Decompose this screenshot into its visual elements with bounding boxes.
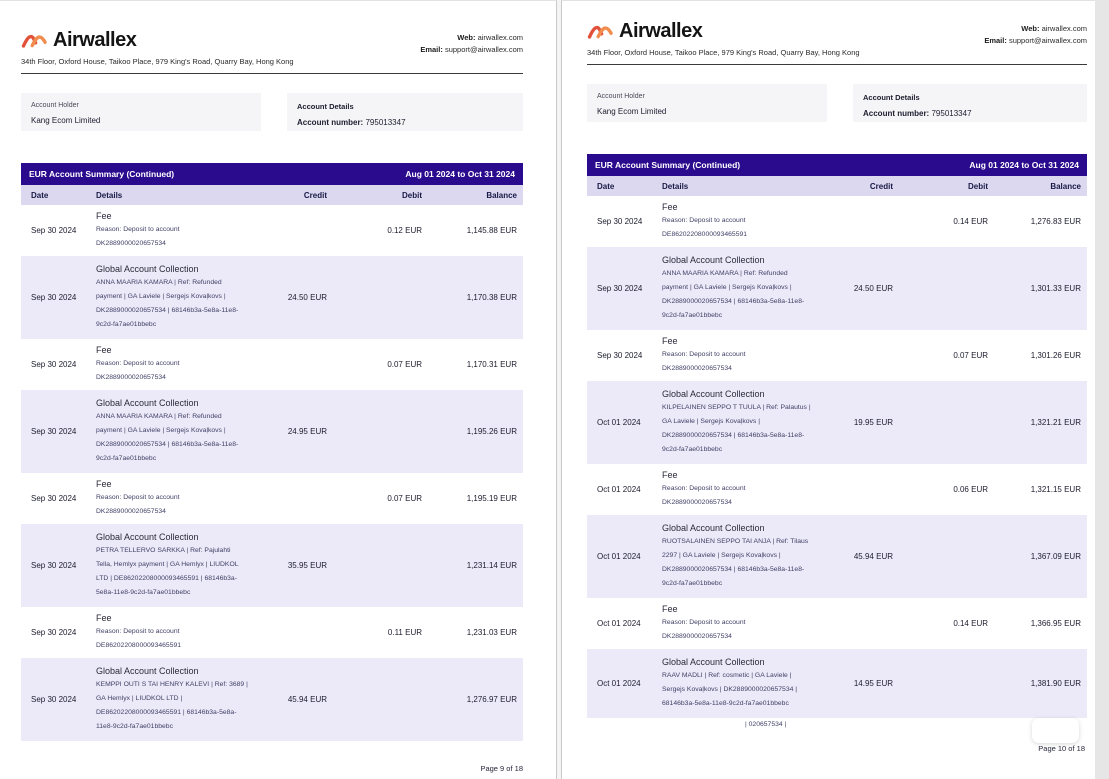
cell-date: Oct 01 2024 bbox=[597, 485, 641, 494]
cell-details bbox=[83, 478, 263, 519]
web-line: Web: airwallex.com bbox=[457, 33, 523, 42]
table-row bbox=[587, 649, 1087, 718]
contact-block bbox=[420, 32, 523, 66]
contact-block bbox=[984, 23, 1087, 57]
page-number: Page 10 of 18 bbox=[1038, 744, 1085, 753]
table-row bbox=[21, 390, 523, 473]
web-link[interactable]: airwallex.com bbox=[477, 33, 523, 42]
cell-balance: 1,367.09 EUR bbox=[1030, 552, 1081, 561]
transaction-type: Fee bbox=[662, 470, 678, 480]
transaction-detail-line: RAAV MADLI | Ref: cosmetic | GA Laviele | bbox=[662, 672, 792, 679]
account-details-box bbox=[287, 93, 523, 131]
airwallex-logo-icon bbox=[587, 23, 613, 40]
transaction-type: Global Account Collection bbox=[662, 657, 765, 667]
cell-date: Oct 01 2024 bbox=[597, 619, 641, 628]
company-address: 34th Floor, Oxford House, Taikoo Place, 979 King's Road, Quarry Bay, Hong Kong bbox=[21, 57, 294, 66]
transaction-detail-line: DK2889000020657534 bbox=[662, 499, 732, 506]
brand-name: Airwallex bbox=[53, 29, 137, 51]
transaction-type: Global Account Collection bbox=[662, 523, 765, 533]
transaction-detail-line: 9c2d-fa7ae01bbebc bbox=[96, 455, 157, 462]
table-rows bbox=[587, 196, 1087, 718]
transaction-detail-line: DE86202208000093465591 bbox=[96, 642, 182, 649]
transaction-detail-line: DE86202208000093465591 | 68146b3a-5e8a- bbox=[96, 709, 237, 716]
cell-details bbox=[83, 210, 263, 251]
column-header-date: Date bbox=[597, 181, 615, 191]
header-divider bbox=[21, 73, 523, 74]
transaction-detail-line: Reason: Deposit to account bbox=[662, 485, 746, 492]
web-line: Web: airwallex.com bbox=[1021, 24, 1087, 33]
cell-date: Sep 30 2024 bbox=[31, 561, 77, 570]
account-details-label: Account Details bbox=[863, 93, 920, 102]
table-date-range: Aug 01 2024 to Oct 31 2024 bbox=[405, 169, 515, 179]
transaction-detail-line: 11e8-9c2d-fa7ae01bbebc bbox=[96, 723, 173, 730]
column-header-balance: Balance bbox=[486, 190, 517, 200]
transaction-detail-line: 68146b3a-5e8a-11e8-9c2d-fa7ae01bbebc bbox=[662, 700, 789, 707]
transaction-detail-line: Reason: Deposit to account bbox=[662, 619, 746, 626]
transaction-type: Fee bbox=[662, 336, 678, 346]
transaction-detail-line: ANNA MAARIA KAMARA | Ref: Refunded bbox=[96, 413, 222, 420]
statement-page-10 bbox=[561, 0, 1095, 779]
page-9-content bbox=[21, 29, 523, 741]
cell-details bbox=[649, 522, 829, 591]
brand-block bbox=[21, 29, 294, 66]
transaction-detail-line: PETRA TELLERVO SARKKA | Ref: Pajulahti bbox=[96, 547, 231, 554]
account-number-value: 795013347 bbox=[931, 109, 972, 118]
transaction-detail-line: payment | GA Laviele | Sergejs Kovaļkovs | bbox=[662, 284, 792, 291]
cell-debit: 0.14 EUR bbox=[953, 217, 988, 226]
cell-details bbox=[649, 335, 829, 376]
transaction-detail-line: DK2889000020657534 bbox=[662, 365, 732, 372]
cell-details bbox=[649, 603, 829, 644]
cell-debit: 0.06 EUR bbox=[953, 485, 988, 494]
cell-debit: 0.14 EUR bbox=[953, 619, 988, 628]
transactions-table bbox=[21, 163, 523, 741]
cell-credit: 24.50 EUR bbox=[853, 284, 893, 293]
table-title-bar bbox=[587, 154, 1087, 176]
cell-balance: 1,301.26 EUR bbox=[1030, 351, 1081, 360]
transaction-detail-line: Reason: Deposit to account bbox=[96, 628, 180, 635]
cell-debit: 0.11 EUR bbox=[387, 628, 422, 637]
transaction-detail-line: KILPELAINEN SEPPO T TUULA | Ref: Palautus | bbox=[662, 404, 811, 411]
transaction-detail-line: ANNA MAARIA KAMARA | Ref: Refunded bbox=[662, 270, 788, 277]
cell-credit: 45.94 EUR bbox=[853, 552, 893, 561]
cell-details bbox=[83, 397, 263, 466]
table-row bbox=[587, 247, 1087, 330]
account-holder-value: Kang Ecom Limited bbox=[31, 116, 101, 125]
cell-credit: 45.94 EUR bbox=[287, 695, 327, 704]
email-line: Email: support@airwallex.com bbox=[984, 36, 1087, 45]
table-row bbox=[587, 330, 1087, 381]
floating-widget[interactable] bbox=[1032, 718, 1079, 743]
cell-balance: 1,231.14 EUR bbox=[466, 561, 517, 570]
header-divider bbox=[587, 64, 1087, 65]
table-row bbox=[587, 515, 1087, 598]
account-number-line: Account number: 795013347 bbox=[297, 118, 406, 127]
email-link[interactable]: support@airwallex.com bbox=[1008, 36, 1087, 45]
transaction-detail-line: Reason: Deposit to account bbox=[96, 360, 180, 367]
cell-details bbox=[83, 665, 263, 734]
column-header-debit: Debit bbox=[968, 181, 988, 191]
cell-date: Sep 30 2024 bbox=[31, 695, 77, 704]
column-header-date: Date bbox=[31, 190, 49, 200]
column-header-balance: Balance bbox=[1050, 181, 1081, 191]
table-row bbox=[21, 524, 523, 607]
column-header-details: Details bbox=[96, 190, 123, 200]
transaction-detail-line: 9c2d-fa7ae01bbebc bbox=[662, 446, 723, 453]
page-number: Page 9 of 18 bbox=[480, 764, 523, 773]
transaction-detail-line: DK2889000020657534 | 68146b3a-5e8a-11e8- bbox=[662, 432, 805, 439]
transaction-detail-line: DE86202208000093465591 bbox=[662, 231, 748, 238]
cell-date: Oct 01 2024 bbox=[597, 552, 641, 561]
account-holder-label: Account Holder bbox=[597, 93, 645, 100]
cell-details bbox=[83, 612, 263, 653]
account-number-value: 795013347 bbox=[365, 118, 406, 127]
cell-debit: 0.12 EUR bbox=[387, 226, 422, 235]
company-address: 34th Floor, Oxford House, Taikoo Place, 979 King's Road, Quarry Bay, Hong Kong bbox=[587, 48, 860, 57]
airwallex-logo-icon bbox=[21, 32, 47, 49]
transaction-detail-line: payment | GA Laviele | Sergejs Kovaļkovs | bbox=[96, 427, 226, 434]
transaction-type: Global Account Collection bbox=[96, 264, 199, 274]
cell-balance: 1,231.03 EUR bbox=[466, 628, 517, 637]
transaction-detail-line: Reason: Deposit to account bbox=[662, 351, 746, 358]
transaction-type: Global Account Collection bbox=[96, 398, 199, 408]
table-rows bbox=[21, 205, 523, 741]
transaction-type: Fee bbox=[662, 604, 678, 614]
transaction-detail-line: 2297 | GA Laviele | Sergejs Kovaļkovs | bbox=[662, 552, 781, 559]
account-holder-box bbox=[21, 93, 261, 131]
brand-name: Airwallex bbox=[619, 20, 703, 42]
transaction-detail-line: GA Laviele | Sergejs Kovaļkovs | bbox=[662, 418, 760, 425]
cell-date: Sep 30 2024 bbox=[31, 226, 77, 235]
cell-credit: 35.95 EUR bbox=[287, 561, 327, 570]
cell-balance: 1,145.88 EUR bbox=[466, 226, 517, 235]
column-header-credit: Credit bbox=[869, 181, 893, 191]
table-row bbox=[587, 464, 1087, 515]
cell-balance: 1,170.31 EUR bbox=[466, 360, 517, 369]
transaction-detail-line: Sergejs Kovaļkovs | DK2889000020657534 | bbox=[662, 686, 798, 693]
transaction-detail-line: 9c2d-fa7ae01bbebc bbox=[662, 580, 723, 587]
document-header bbox=[587, 20, 1087, 57]
transaction-type: Global Account Collection bbox=[662, 389, 765, 399]
table-row bbox=[21, 256, 523, 339]
cell-details bbox=[83, 344, 263, 385]
cell-date: Sep 30 2024 bbox=[31, 427, 77, 436]
table-row bbox=[21, 607, 523, 658]
cell-date: Sep 30 2024 bbox=[597, 217, 643, 226]
document-header bbox=[21, 29, 523, 66]
cell-date: Oct 01 2024 bbox=[597, 679, 641, 688]
cell-details bbox=[649, 201, 829, 242]
cell-debit: 0.07 EUR bbox=[387, 494, 422, 503]
transaction-detail-line: RUOTSALAINEN SEPPO TAI ANJA | Ref: Tilaus bbox=[662, 538, 809, 545]
transaction-detail-line: LTD | DE86202208000093465591 | 68146b3a- bbox=[96, 575, 237, 582]
account-number-line: Account number: 795013347 bbox=[863, 109, 972, 118]
account-details-label: Account Details bbox=[297, 102, 354, 111]
cell-date: Sep 30 2024 bbox=[31, 494, 77, 503]
transactions-table bbox=[587, 154, 1087, 718]
cell-date: Sep 30 2024 bbox=[31, 628, 77, 637]
transaction-type: Fee bbox=[96, 345, 112, 355]
account-details-box bbox=[853, 84, 1087, 122]
cell-debit: 0.07 EUR bbox=[953, 351, 988, 360]
table-title-bar bbox=[21, 163, 523, 185]
table-title: EUR Account Summary (Continued) bbox=[29, 169, 175, 179]
cell-balance: 1,170.38 EUR bbox=[466, 293, 517, 302]
cell-credit: 14.95 EUR bbox=[853, 679, 893, 688]
account-info-row bbox=[587, 84, 1087, 122]
transaction-detail-line: 9c2d-fa7ae01bbebc bbox=[96, 321, 157, 328]
transaction-detail-line: DK2889000020657534 bbox=[96, 240, 166, 247]
cell-balance: 1,381.90 EUR bbox=[1030, 679, 1081, 688]
transaction-type: Fee bbox=[96, 613, 112, 623]
cell-details bbox=[649, 388, 829, 457]
cell-credit: 19.95 EUR bbox=[853, 418, 893, 427]
transaction-detail-line: DK2889000020657534 bbox=[96, 374, 166, 381]
column-header-credit: Credit bbox=[303, 190, 327, 200]
table-row bbox=[587, 381, 1087, 464]
table-title: EUR Account Summary (Continued) bbox=[595, 160, 741, 170]
transaction-detail-line: Reason: Deposit to account bbox=[662, 217, 746, 224]
transaction-detail-line: ANNA MAARIA KAMARA | Ref: Refunded bbox=[96, 279, 222, 286]
email-link[interactable]: support@airwallex.com bbox=[444, 45, 523, 54]
web-link[interactable]: airwallex.com bbox=[1041, 24, 1087, 33]
table-row bbox=[21, 205, 523, 256]
transaction-type: Fee bbox=[96, 211, 112, 221]
cell-details bbox=[83, 263, 263, 332]
cell-details bbox=[649, 254, 829, 323]
cell-date: Sep 30 2024 bbox=[597, 284, 643, 293]
table-row bbox=[587, 598, 1087, 649]
cell-balance: 1,195.26 EUR bbox=[466, 427, 517, 436]
cell-date: Sep 30 2024 bbox=[597, 351, 643, 360]
cell-balance: 1,301.33 EUR bbox=[1030, 284, 1081, 293]
cell-balance: 1,321.15 EUR bbox=[1030, 485, 1081, 494]
cell-details bbox=[83, 531, 263, 600]
account-holder-box bbox=[587, 84, 827, 122]
transaction-type: Global Account Collection bbox=[662, 255, 765, 265]
column-header-details: Details bbox=[662, 181, 689, 191]
cell-balance: 1,366.95 EUR bbox=[1030, 619, 1081, 628]
cell-credit: 24.50 EUR bbox=[287, 293, 327, 302]
cell-date: Sep 30 2024 bbox=[31, 293, 77, 302]
viewer-background bbox=[1095, 0, 1109, 779]
table-row bbox=[21, 658, 523, 741]
column-header-debit: Debit bbox=[402, 190, 422, 200]
cell-details bbox=[649, 469, 829, 510]
table-column-headers bbox=[587, 176, 1087, 196]
transaction-detail-line: payment | GA Laviele | Sergejs Kovaļkovs | bbox=[96, 293, 226, 300]
table-row bbox=[21, 339, 523, 390]
table-column-headers bbox=[21, 185, 523, 205]
clipped-row-fragment: | 020657534 | bbox=[745, 721, 787, 728]
transaction-type: Global Account Collection bbox=[96, 532, 199, 542]
account-holder-label: Account Holder bbox=[31, 102, 79, 109]
transaction-detail-line: GA Hemlyx | LIUDKOL LTD | bbox=[96, 695, 183, 702]
transaction-detail-line: DK2889000020657534 | 68146b3a-5e8a-11e8- bbox=[662, 298, 805, 305]
page-10-content bbox=[587, 20, 1087, 718]
cell-balance: 1,276.83 EUR bbox=[1030, 217, 1081, 226]
cell-debit: 0.07 EUR bbox=[387, 360, 422, 369]
cell-balance: 1,321.21 EUR bbox=[1030, 418, 1081, 427]
transaction-detail-line: DK2889000020657534 | 68146b3a-5e8a-11e8- bbox=[96, 441, 239, 448]
transaction-type: Fee bbox=[662, 202, 678, 212]
transaction-detail-line: KEMPPI OUTI S TAI HENRY KALEVI | Ref: 3689 | bbox=[96, 681, 248, 688]
cell-balance: 1,195.19 EUR bbox=[466, 494, 517, 503]
brand-block bbox=[587, 20, 860, 57]
transaction-detail-line: DK2889000020657534 bbox=[96, 508, 166, 515]
cell-credit: 24.95 EUR bbox=[287, 427, 327, 436]
account-info-row bbox=[21, 93, 523, 131]
email-line: Email: support@airwallex.com bbox=[420, 45, 523, 54]
transaction-detail-line: DK2889000020657534 bbox=[662, 633, 732, 640]
transaction-detail-line: Reason: Deposit to account bbox=[96, 494, 180, 501]
transaction-detail-line: 9c2d-fa7ae01bbebc bbox=[662, 312, 723, 319]
transaction-detail-line: Reason: Deposit to account bbox=[96, 226, 180, 233]
transaction-detail-line: 5e8a-11e8-9c2d-fa7ae01bbebc bbox=[96, 589, 191, 596]
table-row bbox=[587, 196, 1087, 247]
cell-date: Sep 30 2024 bbox=[31, 360, 77, 369]
cell-details bbox=[649, 656, 829, 711]
cell-balance: 1,276.97 EUR bbox=[466, 695, 517, 704]
cell-date: Oct 01 2024 bbox=[597, 418, 641, 427]
account-holder-value: Kang Ecom Limited bbox=[597, 107, 667, 116]
table-date-range: Aug 01 2024 to Oct 31 2024 bbox=[969, 160, 1079, 170]
table-row bbox=[21, 473, 523, 524]
transaction-type: Global Account Collection bbox=[96, 666, 199, 676]
transaction-detail-line: DK2889000020657534 | 68146b3a-5e8a-11e8- bbox=[96, 307, 239, 314]
transaction-type: Fee bbox=[96, 479, 112, 489]
transaction-detail-line: Tella, Hemlyx payment | GA Hemlyx | LIUDKOL bbox=[96, 561, 239, 568]
transaction-detail-line: DK2889000020657534 | 68146b3a-5e8a-11e8- bbox=[662, 566, 805, 573]
